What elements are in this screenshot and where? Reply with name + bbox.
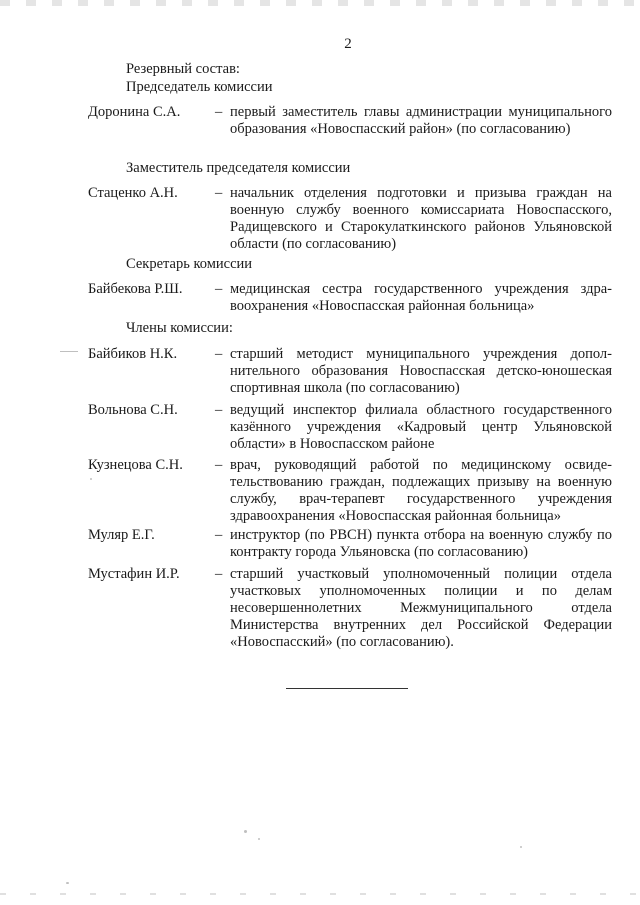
entry-name: Кузнецова С.Н. [88, 457, 183, 473]
entry-description: старший методист муниципального учреждения дополнительного образования Новоспасская детско-юношеская спортивная школа (по согласованию) [230, 346, 612, 396]
entry-description: медицинская сестра государственного учреждения здравоохранения «Новоспасская районная больница» [230, 281, 612, 314]
entry-description: врач, руководящий работой по медицинскому освидетельствованию граждан, подлежащих призыву на военную службу, врач-терапевт государственного учреждения здравоохранения «Новоспасская районная больница» [230, 457, 612, 524]
role-heading-chair: Председатель комиссии [126, 79, 273, 95]
closing-separator-line [286, 688, 408, 689]
entry-dash: – [215, 104, 223, 120]
scan-mark [60, 351, 78, 352]
role-heading-members: Члены комиссии: [126, 320, 233, 336]
scan-mark [258, 838, 260, 840]
role-heading-vice-chair: Заместитель председателя комиссии [126, 160, 351, 176]
scan-edge-top [0, 0, 640, 6]
scan-mark [90, 478, 92, 480]
scan-mark [66, 882, 69, 884]
entry-name: Доронина С.А. [88, 104, 181, 120]
entry-name: Вольнова С.Н. [88, 402, 178, 418]
scan-mark [244, 830, 247, 833]
section-title: Резервный состав: [126, 61, 240, 77]
entry-description: инструктор (по РВСН) пункта отбора на военную службу по контракту города Ульяновска (по согласованию) [230, 527, 612, 560]
entry-dash: – [215, 457, 223, 473]
entry-description: начальник отделения подготовки и призыва граждан на военную службу военного комиссариата Новоспасского, Радищевского и Старокулаткинского районов Ульяновской области (по согласованию) [230, 185, 612, 252]
entry-description: ведущий инспектор филиала областного государственного казённого учреждения «Кадровый центр Ульяновской области» в Новоспасском районе [230, 402, 612, 452]
entry-dash: – [215, 402, 223, 418]
scan-mark [520, 846, 522, 848]
entry-name: Мустафин И.Р. [88, 566, 180, 582]
entry-dash: – [215, 566, 223, 582]
entry-name: Байбекова Р.Ш. [88, 281, 183, 297]
entry-description: старший участковый уполномоченный полиции отдела участковых уполномоченных полиции и по делам несовершеннолетних Межмуниципального отдела Министерства внутренних дел Российской Федерации «Новоспасский» (по согласованию). [230, 566, 612, 650]
scan-mark [256, 448, 258, 450]
role-heading-secretary: Секретарь комиссии [126, 256, 253, 272]
entry-dash: – [215, 185, 223, 201]
scan-edge-bottom [0, 893, 640, 895]
entry-name: Стаценко А.Н. [88, 185, 178, 201]
entry-dash: – [215, 346, 223, 362]
entry-dash: – [215, 281, 223, 297]
page-number: 2 [344, 36, 352, 52]
entry-name: Байбиков Н.К. [88, 346, 178, 362]
entry-description: первый заместитель главы администрации муниципального образования «Новоспасский район» (по согласованию) [230, 104, 612, 137]
entry-name: Муляр Е.Г. [88, 527, 155, 543]
entry-dash: – [215, 527, 223, 543]
